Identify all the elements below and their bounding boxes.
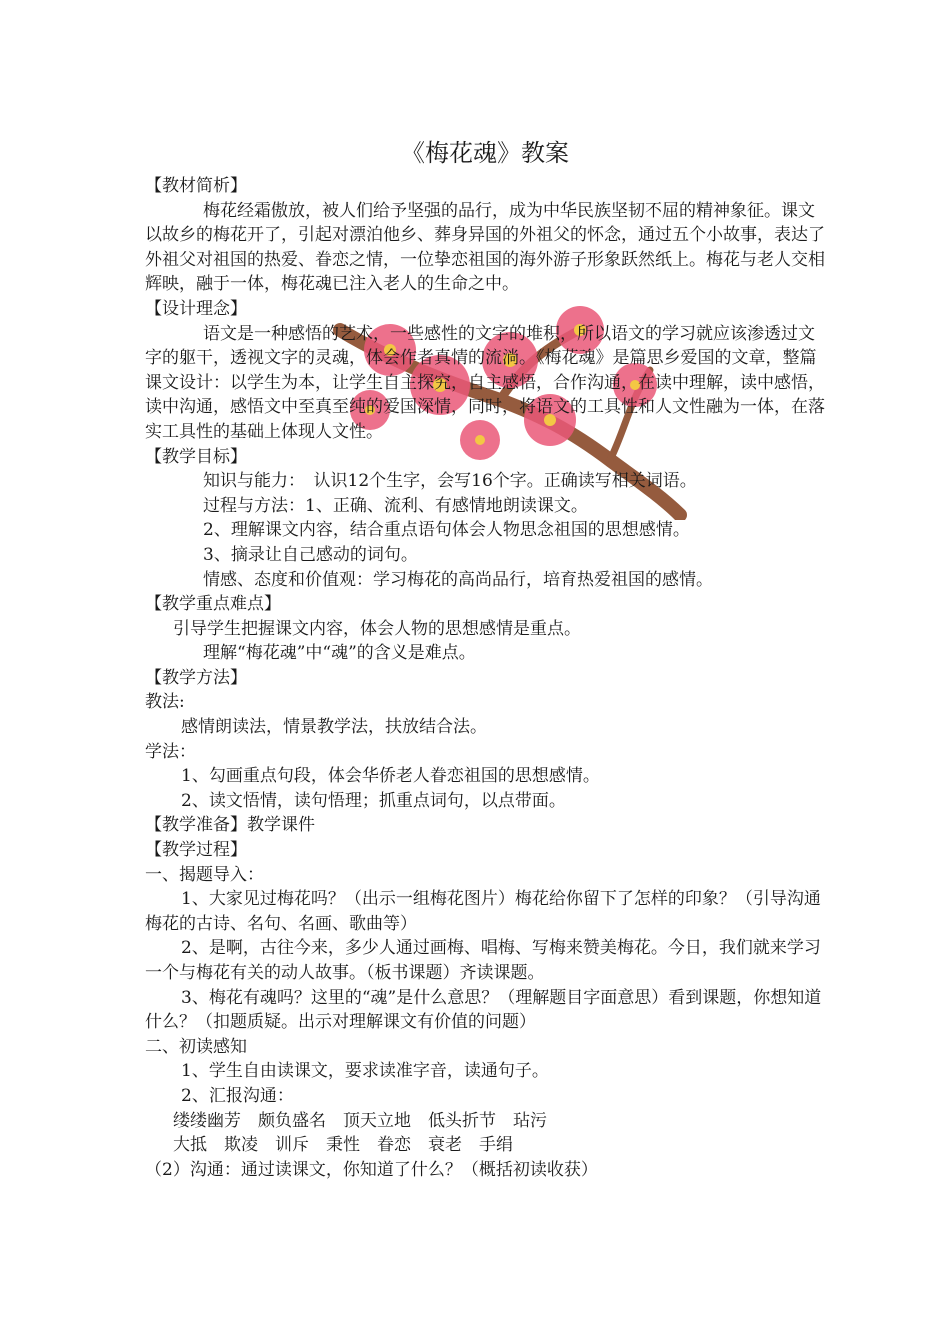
- process-line: 2、汇报沟通：: [181, 1085, 294, 1106]
- process-line: 3、梅花有魂吗？这里的“魂”是什么意思？（理解题目字面意思）看到课题，你想知道什么？（扣题质疑。出示对理解课文有价值的问题）: [145, 987, 822, 1033]
- key-point-line: 引导学生把握课文内容，体会人物的思想感情是重点。: [173, 618, 581, 639]
- process-line: （2）沟通：通过读课文，你知道了什么？（概括初读收获）: [145, 1159, 598, 1180]
- process-line: 1、学生自由读课文，要求读准字音，读通句子。: [181, 1061, 549, 1082]
- process-line: 2、是啊，古往今来，多少人通过画梅、唱梅、写梅来赞美梅花。今日，我们就来学习一个与梅花有关的动人故事。（板书课题）齐读课题。: [145, 938, 821, 983]
- document-body: [145, 138, 825, 1182]
- section-heading-textbook-analysis: 【教材简析】: [145, 176, 247, 196]
- textbook-analysis-paragraph: 梅花经霜傲放，被人们给予坚强的品行，成为中华民族坚韧不屈的精神象征。课文以故乡的梅花开了，引起对漂泊他乡、葬身异国的外祖父的怀念，通过五个小故事，表达了外祖父对祖国的热爱、眷恋之情，一位挚恋祖国的海外游子形象跃然纸上。梅花与老人交相辉映，融于一体，梅花魂已注入老人的生命之中。: [145, 200, 825, 295]
- vocabulary-line: 大抵 欺凌 训斥 秉性 眷恋 衰老 手绢: [173, 1135, 513, 1156]
- section-heading-key-points: 【教学重点难点】: [145, 594, 281, 615]
- teaching-goal-line: 知识与能力： 认识12个生字，会写16个字。正确读写相关词语。: [203, 471, 697, 492]
- document-title: 《梅花魂》教案: [401, 139, 569, 167]
- section-heading-process: 【教学过程】: [145, 840, 247, 861]
- method-label: 学法：: [145, 741, 196, 762]
- method-line: 1、勾画重点句段，体会华侨老人眷恋祖国的思想感情。: [181, 766, 600, 787]
- vocabulary-line: 缕缕幽芳 颇负盛名 顶天立地 低头折节 玷污: [173, 1110, 547, 1131]
- process-step-heading: 一、揭题导入：: [145, 864, 264, 885]
- teaching-goal-line: 2、理解课文内容，结合重点语句体会人物思念祖国的思想感情。: [203, 520, 690, 541]
- section-heading-teaching-goals: 【教学目标】: [145, 446, 247, 467]
- process-line: 1、大家见过梅花吗？（出示一组梅花图片）梅花给你留下了怎样的印象？（引导沟通梅花的古诗、名句、名画、歌曲等）: [145, 889, 821, 934]
- section-heading-preparation: 【教学准备】教学课件: [145, 815, 315, 836]
- section-heading-design-concept: 【设计理念】: [145, 298, 247, 319]
- process-step-heading: 二、初读感知: [145, 1036, 247, 1057]
- method-line: 感情朗读法，情景教学法，扶放结合法。: [181, 717, 487, 738]
- key-point-line: 理解“梅花魂”中“魂”的含义是难点。: [203, 643, 476, 664]
- teaching-goal-line: 3、摘录让自己感动的词句。: [203, 544, 418, 565]
- section-heading-teaching-methods: 【教学方法】: [145, 667, 247, 688]
- method-label: 教法:: [145, 692, 185, 713]
- method-line: 2、读文悟情，读句悟理；抓重点词句，以点带面。: [181, 790, 566, 811]
- teaching-goal-line: 情感、态度和价值观：学习梅花的高尚品行，培育热爱祖国的感情。: [203, 569, 713, 590]
- design-concept-paragraph: 语文是一种感悟的艺术，一些感性的文字的堆积，所以语文的学习就应该渗透过文字的躯干，透视文字的灵魂，体会作者真情的流淌。《梅花魂》是篇思乡爱国的文章，整篇课文设计：以学生为本，让学生自主探究，自主感悟，合作沟通，在读中理解，读中感悟，读中沟通，感悟文中至真至纯的爱国深情，同时，将语文的工具性和人文性融为一体，在落实工具性的基础上体现人文性。: [145, 323, 825, 442]
- teaching-goal-line: 过程与方法：1、正确、流利、有感情地朗读课文。: [203, 495, 588, 516]
